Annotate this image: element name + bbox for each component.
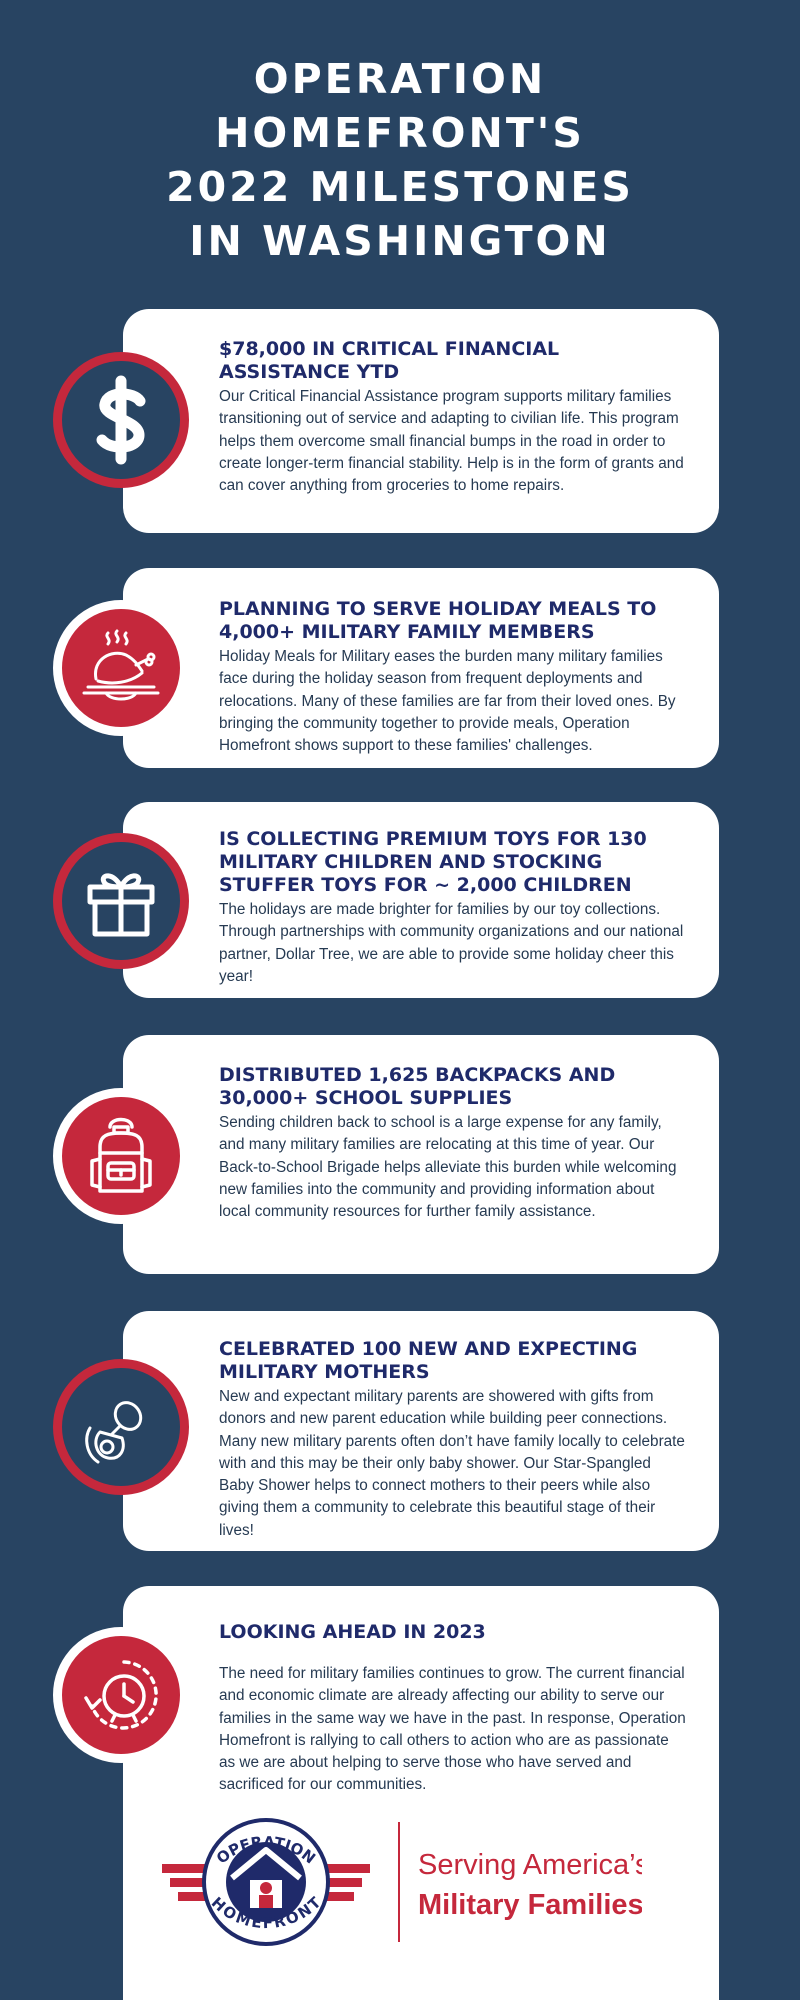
- milestone-heading: DISTRIBUTED 1,625 BACKPACKS AND 30,000+ SCHOOL SUPPLIES: [219, 1064, 616, 1109]
- logo-tagline-line2: Military Families: [418, 1889, 642, 1921]
- backpack-icon: [53, 1088, 189, 1224]
- milestone-heading: IS COLLECTING PREMIUM TOYS FOR 130 MILITARY CHILDREN AND STOCKING STUFFER TOYS FOR ~ 2,000 CHILDREN: [219, 828, 647, 896]
- pacifier-icon: [53, 1359, 189, 1495]
- logo-figure-head: [260, 1882, 272, 1894]
- milestone-heading: $78,000 IN CRITICAL FINANCIAL ASSISTANCE YTD: [219, 338, 560, 383]
- title-line: IN WASHINGTON: [189, 217, 611, 265]
- milestone-card-financial: [123, 309, 719, 533]
- milestone-card-toys: [123, 802, 719, 998]
- logo-arc-text-top: OPERATION: [213, 1832, 319, 1868]
- title-line: 2022 MILESTONES: [166, 163, 634, 211]
- logo-tagline-line1: Serving America’s: [418, 1849, 642, 1881]
- operation-homefront-logo: [162, 1812, 642, 1952]
- milestone-card-holiday-meals: [123, 568, 719, 768]
- milestone-card-backpacks: [123, 1035, 719, 1274]
- clock-arrow-icon: [53, 1627, 189, 1763]
- milestone-heading: PLANNING TO SERVE HOLIDAY MEALS TO 4,000+ MILITARY FAMILY MEMBERS: [219, 598, 657, 643]
- milestone-text: New and expectant military parents are showered with gifts from donors and new parent education while building peer connections. Many new military parents often don’t have family locally to celebrate with and this may be their only baby shower. Our Star-Spangled Baby Shower helps to connect mothers to their peers while also giving them a community to celebrate this beautiful stage of their lives!: [219, 1388, 685, 1539]
- milestone-heading: LOOKING AHEAD IN 2023: [219, 1621, 486, 1643]
- title-line: OPERATION: [253, 55, 547, 103]
- milestone-heading: CELEBRATED 100 NEW AND EXPECTING MILITARY MOTHERS: [219, 1338, 638, 1383]
- logo-divider: [398, 1822, 400, 1942]
- milestone-card-baby-shower: [123, 1311, 719, 1551]
- gift-box-icon: [53, 833, 189, 969]
- logo-figure-body: [259, 1895, 273, 1908]
- title-line: HOMEFRONT'S: [215, 109, 585, 157]
- milestone-text: The holidays are made brighter for families by our toy collections. Through partnerships with community organizations and our national partner, Dollar Tree, we are able to provide some holiday cheer this year!: [219, 901, 684, 985]
- page-title: [0, 52, 800, 268]
- milestone-text: Sending children back to school is a large expense for any family, and many military families are relocating at this time of year. Our Back-to-School Brigade helps alleviate this burden while welcoming new families into the community and providing information about local community resources for further family assistance.: [219, 1114, 677, 1221]
- dollar-sign-icon: [53, 352, 189, 488]
- logo-arc-text-bottom: HOMEFRONT: [207, 1893, 325, 1933]
- turkey-platter-icon: [53, 600, 189, 736]
- logo-graphic: [162, 1812, 642, 1952]
- milestone-text: Holiday Meals for Military eases the burden many military families face during the holiday season from frequent deployments and relocations. Many of these families are far from their loved ones. By bringing the community together to provide meals, Operation Homefront shows support to these families' challenges.: [219, 648, 676, 755]
- milestone-text: Our Critical Financial Assistance program supports military families transitioning out of service and adapting to civilian life. This program helps them overcome small financial bumps in the road in order to create longer-term financial stability. Help is in the form of grants and can cover anything from groceries to home repairs.: [219, 388, 684, 495]
- milestone-text: The need for military families continues to grow. The current financial and economic climate are already affecting our ability to serve our families in the same way we have in the past. In response, Operation Homefront is rallying to call others to action who are as passionate as we are about helping to serve those who have served and sacrificed for our communities.: [219, 1665, 686, 1794]
